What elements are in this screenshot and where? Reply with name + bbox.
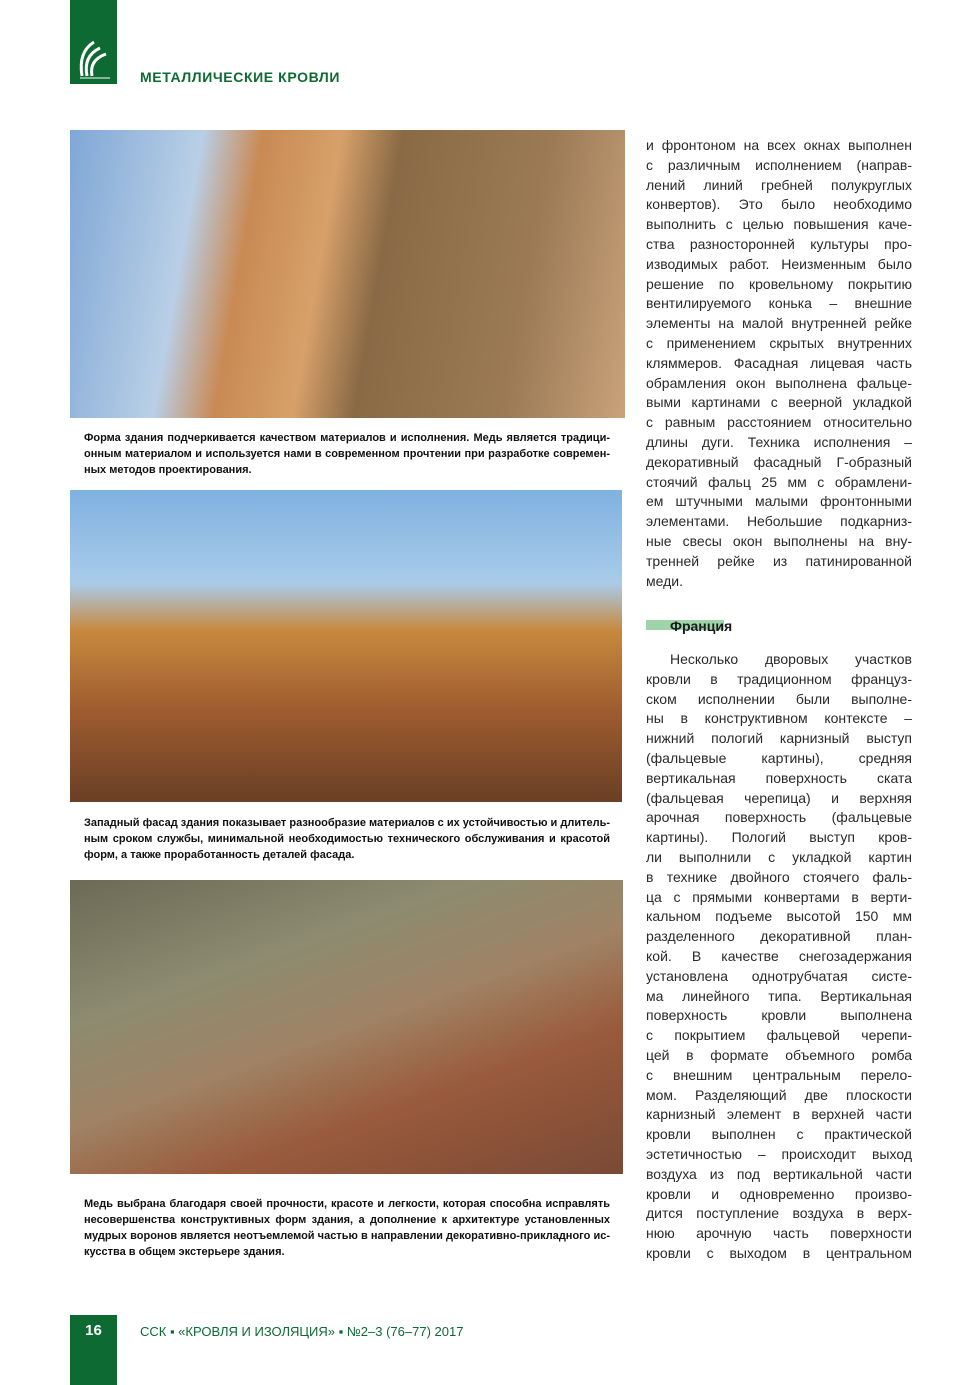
text-line: изводимых работ. Неизменным было [646, 255, 912, 272]
text-line: с внешним центральным перело- [646, 1066, 912, 1083]
text-line: карнизный элемент в верхней части [646, 1106, 912, 1123]
text-line: нюю арочную часть поверхности [646, 1225, 912, 1242]
text-line: и фронтоном на всех окнах выполнен [646, 137, 912, 153]
text-line: кровли с выходом в центральном [646, 1244, 912, 1261]
text-line: кальном подъеме высотой 150 мм [646, 908, 912, 925]
text-line: (фальцевая черепица) и верхняя [646, 789, 912, 806]
text-line: элементы на малой внутренней рейке [646, 315, 912, 332]
text-line: кровли выполнен с практической [646, 1126, 912, 1143]
text-line: кровли и одновременно произво- [646, 1185, 912, 1202]
text-line: обрамления окон выполнена фальце- [646, 374, 912, 391]
text-line: воздуха из под вертикальной части [646, 1165, 912, 1182]
body-text-part2 [646, 650, 912, 1264]
caption-line: форм, а также проработанность деталей фасада. [84, 849, 355, 861]
text-line: эстетичностью – происходит выход [646, 1145, 912, 1162]
logo-leaves-icon [70, 0, 117, 84]
text-line: дится поступление воздуха в верх- [646, 1205, 912, 1222]
text-line: выполнить с целью повышения каче- [646, 216, 912, 233]
text-line: тренней рейке из патинированной [646, 552, 912, 569]
text-line: лений линий гребней полукруглых [646, 176, 912, 193]
body-text-part1 [646, 136, 912, 591]
text-line: установлена однотрубчатая систе- [646, 967, 912, 984]
text-line: ли выполнили с укладкой картин [646, 848, 912, 865]
page-number: 16 [85, 1322, 102, 1339]
text-line: (фальцевые картины), средняя [646, 749, 912, 766]
text-line: Несколько дворовых участков [670, 651, 912, 667]
caption-line: Форма здания подчеркивается качеством материалов и исполнения. Медь является традици- [84, 432, 610, 444]
photo-caption [84, 1196, 610, 1260]
text-line: решение по кровельному покрытию [646, 275, 912, 292]
caption-line: кусства в общем экстерьере здания. [84, 1246, 285, 1258]
caption-line: Медь выбрана благодаря своей прочности, красоте и легкости, которая способна исправлять [84, 1198, 610, 1210]
text-line: нижний пологий карнизный выступ [646, 730, 912, 747]
footer-publication: ССК ▪ «КРОВЛЯ И ИЗОЛЯЦИЯ» ▪ №2–3 (76–77) 2017 [140, 1324, 464, 1339]
caption-line: несовершенства конструктивных форм здания, а дополнение к архитектуре установленных [84, 1214, 610, 1226]
caption-line: ным сроком службы, минимальной необходимостью технического обслуживания и красотой [84, 833, 610, 845]
caption-line: Западный фасад здания показывает разнообразие материалов с их устойчивостью и длитель- [84, 817, 610, 829]
text-line: меди. [646, 572, 683, 589]
text-line: с покрытием фальцевой черепи- [646, 1027, 912, 1044]
text-line: ства разносторонней культуры про- [646, 235, 912, 252]
text-line: вертикальная поверхность ската [646, 769, 912, 786]
text-line: поверхность кровли выполнена [646, 1007, 912, 1024]
caption-line: мудрых воронов является неотъемлемой частью в направлении декоративно-прикладного ис- [84, 1230, 610, 1242]
text-line: мом. Разделяющий две плоскости [646, 1086, 912, 1103]
text-line: декоративный фасадный Г-образный [646, 453, 912, 470]
text-line: картины). Пологий выступ кров- [646, 829, 912, 846]
text-line: с равным расстоянием относительно [646, 414, 912, 431]
subheading: Франция [670, 618, 733, 634]
text-line: элементами. Небольшие подкарниз- [646, 513, 912, 530]
photo-copper-raven [70, 880, 623, 1174]
text-line: ем штучными малыми фронтонными [646, 493, 912, 510]
text-line: в технике двойного стоячего фаль- [646, 868, 912, 885]
text-line: ные свесы окон выполнены на вну- [646, 532, 912, 549]
text-line: стоячий фальц 25 мм с обрамлени- [646, 473, 912, 490]
text-line: кровли в традиционном француз- [646, 670, 912, 687]
text-line: выми картинами с веерной укладкой [646, 394, 912, 411]
text-line: ма линейного типа. Вертикальная [646, 987, 912, 1004]
text-line: ском исполнении были выполне- [646, 690, 912, 707]
photo-copper-cornice [70, 130, 625, 418]
text-line: вентилируемого конька – внешние [646, 295, 912, 312]
logo [70, 0, 117, 84]
section-title: МЕТАЛЛИЧЕСКИЕ КРОВЛИ [140, 69, 341, 85]
text-line: конвертов). Это было необходимо [646, 196, 912, 213]
text-line: кой. В качестве снегозадержания [646, 947, 912, 964]
text-line: с различным исполнением (направ- [646, 156, 912, 173]
text-line: кляммеров. Фасадная лицевая часть [646, 354, 912, 371]
text-line: ца с прямыми конвертами в верти- [646, 888, 912, 905]
text-line: разделенного декоративной план- [646, 928, 912, 945]
photo-west-facade [70, 490, 622, 802]
photo-caption [84, 815, 610, 863]
caption-line: онным материалом и используется нами в современном прочтении при разработке современ- [84, 448, 610, 460]
photo-caption [84, 430, 610, 478]
text-line: с применением скрытых внутренних [646, 334, 912, 351]
text-line: ны в конструктивном контексте – [646, 710, 912, 727]
caption-line: ных методов проектирования. [84, 464, 252, 476]
text-line: цей в формате объемного ромба [646, 1046, 912, 1063]
text-line: длины дуги. Техника исполнения – [646, 433, 912, 450]
text-line: арочная поверхность (фальцевые [646, 809, 912, 826]
